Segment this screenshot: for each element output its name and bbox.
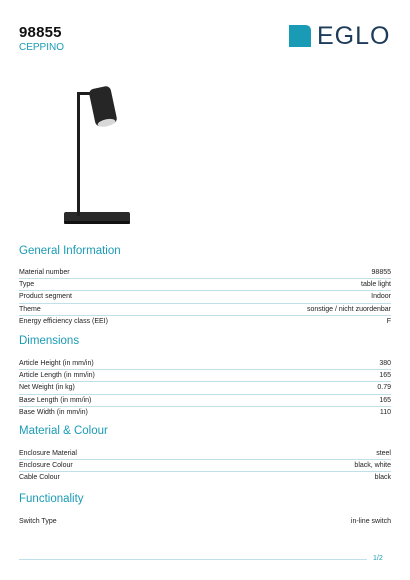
product-name: CEPPINO (19, 42, 65, 53)
general-information-table (19, 267, 391, 327)
table-row: Cable Colour black (19, 474, 391, 482)
material-colour-table (19, 448, 391, 484)
section-title-general: General Information (19, 245, 121, 257)
section-title-material: Material & Colour (19, 425, 108, 437)
table-row: Switch Type in-line switch (19, 518, 391, 525)
table-row: Article Height (in mm/in) 380 (19, 358, 391, 370)
page-number: 1/2 (373, 555, 383, 562)
table-row: Material number 98855 (19, 267, 391, 279)
section-title-functionality: Functionality (19, 493, 84, 505)
section-title-dimensions: Dimensions (19, 335, 80, 347)
table-row: Enclosure Material steel (19, 448, 391, 460)
table-row: Net Weight (in kg) 0.79 (19, 382, 391, 394)
footer-divider (19, 559, 367, 560)
article-number: 98855 (19, 24, 62, 41)
table-row: Product segment Indoor (19, 291, 391, 303)
table-row: Base Length (in mm/in) 165 (19, 395, 391, 407)
brand-name: EGLO (317, 22, 391, 50)
table-row: Article Length (in mm/in) 165 (19, 370, 391, 382)
table-row: Enclosure Colour black, white (19, 460, 391, 472)
table-row: Theme sonstige / nicht zuordenbar (19, 304, 391, 316)
table-row: Base Width (in mm/in) 110 (19, 408, 391, 416)
functionality-table (19, 516, 391, 527)
product-image (62, 82, 148, 234)
table-row: Energy efficiency class (EEI) F (19, 317, 391, 325)
eglo-logo-icon (289, 25, 311, 47)
dimensions-table (19, 358, 391, 418)
table-row: Type table light (19, 279, 391, 291)
